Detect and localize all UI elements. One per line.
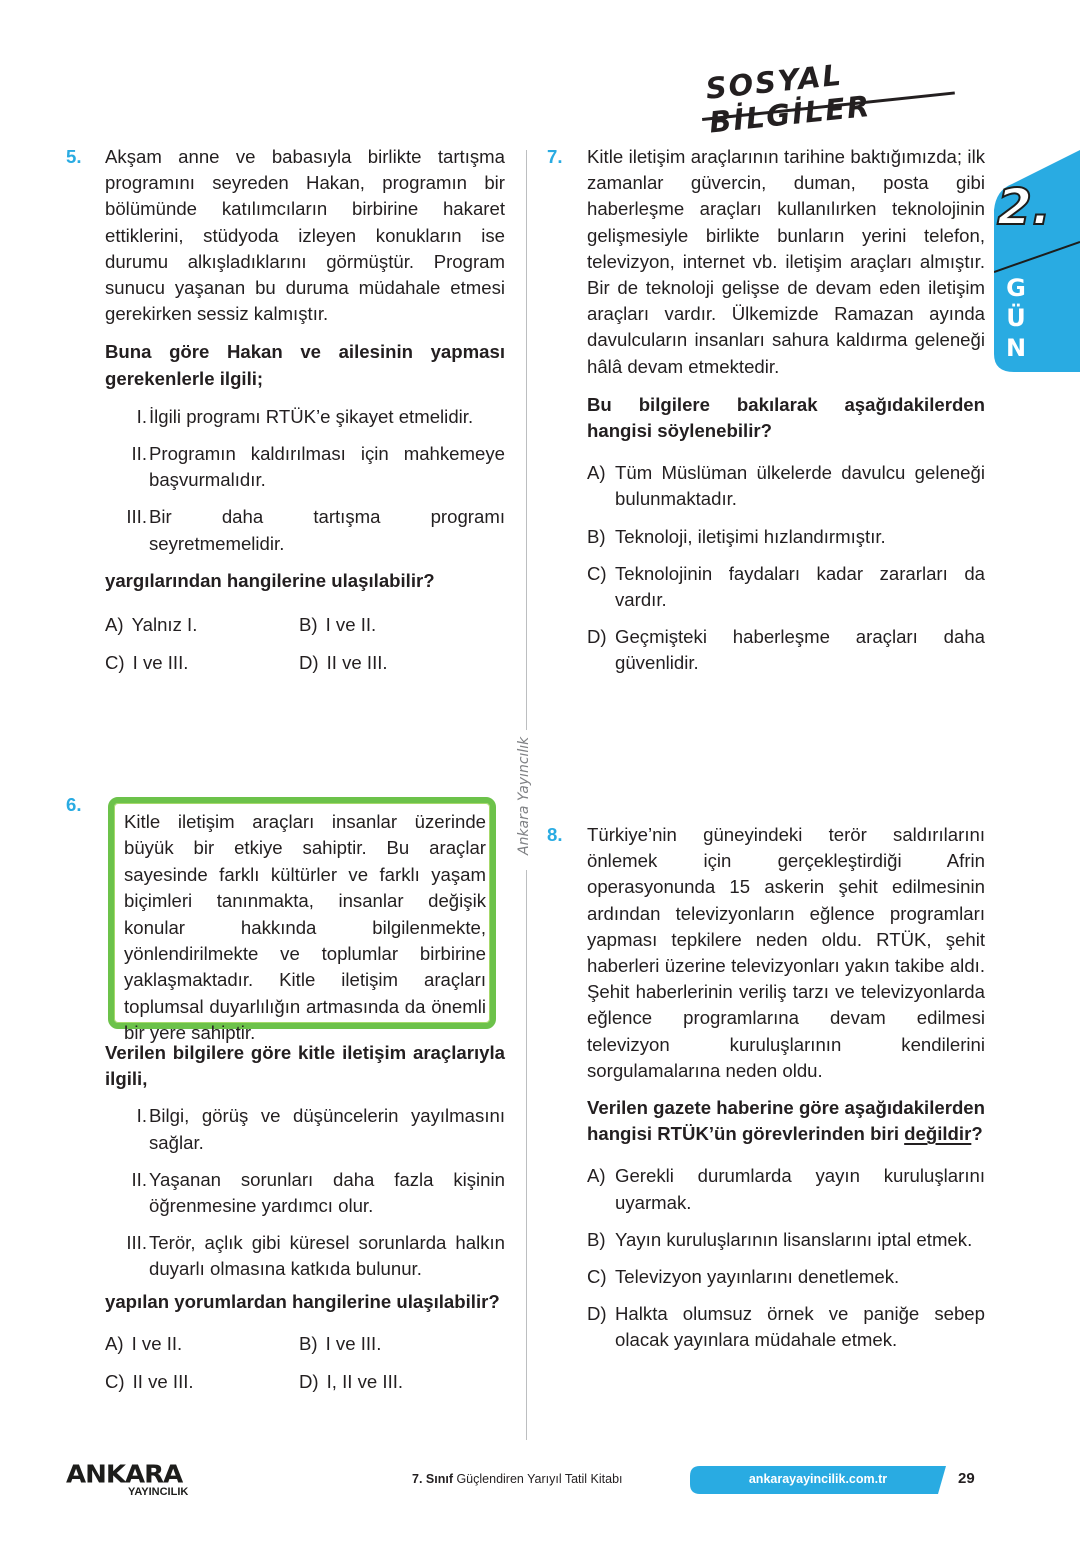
q5-question: yargılarından hangilerine ulaşılabilir? bbox=[105, 569, 435, 591]
book-title-grade: 7. Sınıf bbox=[412, 1472, 453, 1486]
q6-option-c[interactable] bbox=[105, 1369, 194, 1395]
q6-stem: Verilen bilgilere göre kitle iletişim araçlarıyla ilgili, bbox=[105, 1042, 505, 1090]
q7-option-d-letter: D) bbox=[587, 626, 607, 648]
q8-stem-end: ? bbox=[971, 1123, 983, 1145]
q8-option-a-text: Gerekli durumlarda yayın kuruluşlarını uyarmak. bbox=[615, 1165, 985, 1213]
q6-options-row-2 bbox=[105, 1369, 505, 1395]
q7-option-a[interactable] bbox=[587, 460, 985, 512]
q6-option-a-text: I ve II. bbox=[131, 1332, 183, 1354]
q8-option-a[interactable] bbox=[587, 1163, 985, 1215]
q7-paragraph: Kitle iletişim araçlarının tarihine baktığımızda; ilk zamanlar güvercin, duman, posta gibi haberleşme araçları kullanılırken teknolojinin gelişmesiyle birlikte bunların yerini telefon, televizyon, internet vb. iletişim araçları almıştır. Bir de teknoloji gelişse de devam eden iletişim araçları vardır. Ülkemizde Ramazan ayında davulcuların insanları sahura kaldırma geleneği hâlâ devam etmektedir. bbox=[587, 146, 985, 377]
q5-option-d[interactable] bbox=[299, 650, 388, 676]
q6-option-d-text: I, II ve III. bbox=[326, 1370, 404, 1392]
q5-stem: Buna göre Hakan ve ailesinin yapması gerekenlerle ilgili; bbox=[105, 341, 505, 389]
q5-number: 5. bbox=[66, 146, 82, 167]
publisher-logo-main: ANKARA bbox=[66, 1460, 183, 1490]
q6-item-3-text: Terör, açlık gibi küresel sorunlarda halkın duyarlı olmasına katkıda bulunur. bbox=[149, 1232, 505, 1280]
q6-option-c-letter: C) bbox=[105, 1370, 125, 1392]
q5-option-d-text: II ve III. bbox=[326, 652, 388, 674]
q5-item-1-text: İlgili programı RTÜK’e şikayet etmelidir. bbox=[149, 405, 474, 427]
q5-item-2 bbox=[105, 441, 505, 493]
q7-option-a-letter: A) bbox=[587, 462, 606, 484]
subject-title: SOSYAL BİLGİLER bbox=[704, 57, 873, 140]
q5-item-3 bbox=[105, 504, 505, 556]
q5-option-b-letter: B) bbox=[299, 614, 318, 636]
q6-item-2 bbox=[105, 1167, 505, 1219]
q7-option-c[interactable] bbox=[587, 561, 985, 613]
q8-option-c-letter: C) bbox=[587, 1266, 607, 1288]
day-number: 2. bbox=[997, 178, 1051, 236]
q7-option-a-text: Tüm Müslüman ülkelerde davulcu geleneği bulunmaktadır. bbox=[615, 462, 985, 510]
q6-item-1 bbox=[105, 1103, 505, 1155]
publisher-logo-sub: YAYINCILIK bbox=[128, 1486, 189, 1498]
q5-option-b[interactable] bbox=[299, 612, 376, 638]
q6-option-a[interactable] bbox=[105, 1331, 182, 1357]
q5-options-row-2 bbox=[105, 650, 505, 676]
day-word bbox=[1003, 274, 1029, 364]
q6-options-row-1 bbox=[105, 1331, 505, 1357]
q8-stem-text: Verilen gazete haberine göre aşağıdakilerden hangisi RTÜK’ün görevlerinden biri bbox=[587, 1097, 985, 1145]
q8-option-d[interactable] bbox=[587, 1301, 985, 1353]
q5-item-3-numeral: III. bbox=[126, 506, 147, 528]
q8-option-b[interactable] bbox=[587, 1227, 985, 1253]
q6-option-d-letter: D) bbox=[299, 1370, 319, 1392]
q5-option-c-letter: C) bbox=[105, 652, 125, 674]
side-brand-text: Ankara Yayıncılık bbox=[516, 736, 532, 855]
q5-item-1-numeral: I. bbox=[136, 405, 147, 427]
q6-box-text: Kitle iletişim araçları insanlar üzerinde büyük bir etkiye sahiptir. Bu araçlar sayesinde farklı kültürler ve farklı yaşam biçimleri tanınmakta, insanlar değişik konular hakkında bilgilenmekte, yönlendirilmekte ve toplumlar birbirine yaklaşmaktadır. Kitle iletişim araçları toplumsal duyarlılığın artmasında da önemli bir yere sahiptir. bbox=[124, 811, 486, 1044]
q6-item-3-numeral: III. bbox=[126, 1232, 147, 1254]
day-word-text: GÜN bbox=[1002, 274, 1030, 364]
q6-option-b-letter: B) bbox=[299, 1332, 318, 1354]
q6-question: yapılan yorumlardan hangilerine ulaşılabilir? bbox=[105, 1290, 500, 1312]
q6-item-2-numeral: II. bbox=[131, 1168, 147, 1190]
q8-paragraph: Türkiye’nin güneyindeki terör saldırılarını önlemek için gerçekleştirdiği Afrin operasyonunda 15 askerin şehit edilmesinin ardından televizyonların eğlence programları yapması tepkilere neden oldu. RTÜK, şehit haberleri üzerine televizyonları yakın takibe aldı. Şehit haberlerinin veriliş tarzı ve televizyonlarda eğlence programlarına devam edilmesi televizyon kuruluşlarının kendilerini sorgulamalarına neden oldu. bbox=[587, 824, 985, 1081]
q5-option-c-text: I ve III. bbox=[132, 652, 189, 674]
q7-option-c-text: Teknolojinin faydaları kadar zararları da vardır. bbox=[615, 562, 985, 611]
q8-option-b-letter: B) bbox=[587, 1228, 606, 1250]
q6-item-2-text: Yaşanan sorunları daha fazla kişinin öğrenmesine yardımcı olur. bbox=[149, 1168, 505, 1217]
question-5 bbox=[105, 144, 505, 676]
publisher-url[interactable]: ankarayayincilik.com.tr bbox=[748, 1472, 888, 1486]
q7-number: 7. bbox=[547, 146, 563, 167]
question-7 bbox=[587, 144, 985, 677]
q8-option-c-text: Televizyon yayınlarını denetlemek. bbox=[615, 1266, 900, 1288]
q7-option-b-letter: B) bbox=[587, 525, 606, 547]
question-6 bbox=[105, 1040, 505, 1395]
book-title-rest: Güçlendiren Yarıyıl Tatil Kitabı bbox=[452, 1472, 623, 1486]
q7-option-d[interactable] bbox=[587, 624, 985, 676]
q8-stem bbox=[587, 1095, 985, 1147]
q6-number: 6. bbox=[66, 794, 82, 815]
q5-option-b-text: I ve II. bbox=[325, 614, 377, 636]
book-title bbox=[412, 1472, 623, 1486]
q6-item-3 bbox=[105, 1230, 505, 1282]
q5-paragraph: Akşam anne ve babasıyla birlikte tartışma programını seyreden Hakan, programın bir bölümünde katılımcıların birbirine hakaret ettiklerini, stüdyoda izleyen konukların ise durumu alkışladıklarını görmüştür. Program sunucu yaşanan bu duruma müdahale etmesi gerekirken sessiz kalmıştır. bbox=[105, 146, 505, 325]
page-number: 29 bbox=[958, 1470, 975, 1487]
q8-option-d-text: Halkta olumsuz örnek ve paniğe sebep olacak yayınlara müdahale etmek. bbox=[615, 1303, 985, 1351]
q7-option-c-letter: C) bbox=[587, 562, 607, 584]
q5-item-3-text: Bir daha tartışma programı seyretmemelidir. bbox=[149, 506, 505, 554]
column-divider-top bbox=[526, 150, 527, 730]
q5-item-2-numeral: II. bbox=[131, 443, 147, 465]
q7-option-b-text: Teknoloji, iletişimi hızlandırmıştır. bbox=[615, 525, 886, 547]
q8-number: 8. bbox=[547, 824, 563, 845]
q6-option-d[interactable] bbox=[299, 1369, 403, 1395]
q5-option-d-letter: D) bbox=[299, 652, 319, 674]
subject-header bbox=[700, 57, 960, 140]
question-8 bbox=[587, 822, 985, 1354]
publisher-logo bbox=[66, 1460, 196, 1500]
q8-option-c[interactable] bbox=[587, 1264, 985, 1290]
q5-item-1 bbox=[105, 404, 505, 430]
q5-options-row-1 bbox=[105, 612, 505, 638]
q7-option-d-text: Geçmişteki haberleşme araçları daha güvenlidir. bbox=[615, 626, 985, 674]
q6-info-box bbox=[108, 797, 496, 1044]
q6-option-b-text: I ve III. bbox=[325, 1332, 382, 1354]
q7-stem: Bu bilgilere bakılarak aşağıdakilerden hangisi söylenebilir? bbox=[587, 393, 985, 442]
q6-option-c-text: II ve III. bbox=[132, 1370, 194, 1392]
q8-option-b-text: Yayın kuruluşlarının lisanslarını iptal etmek. bbox=[615, 1228, 973, 1250]
q6-item-1-numeral: I. bbox=[136, 1105, 147, 1127]
q5-option-a-letter: A) bbox=[105, 614, 124, 636]
q8-option-d-letter: D) bbox=[587, 1303, 607, 1325]
q6-item-1-text: Bilgi, görüş ve düşüncelerin yayılmasını sağlar. bbox=[149, 1105, 505, 1153]
q5-option-a[interactable] bbox=[105, 612, 197, 638]
q5-option-c[interactable] bbox=[105, 650, 188, 676]
q5-option-a-text: Yalnız I. bbox=[131, 614, 198, 636]
q7-option-b[interactable] bbox=[587, 524, 985, 550]
q5-item-2-text: Programın kaldırılması için mahkemeye başvurmalıdır. bbox=[149, 443, 505, 491]
column-divider-bottom bbox=[526, 870, 527, 1440]
q6-option-a-letter: A) bbox=[105, 1332, 124, 1354]
q8-option-a-letter: A) bbox=[587, 1165, 606, 1187]
q6-option-b[interactable] bbox=[299, 1331, 381, 1357]
q8-stem-negation: değildir bbox=[904, 1123, 972, 1145]
